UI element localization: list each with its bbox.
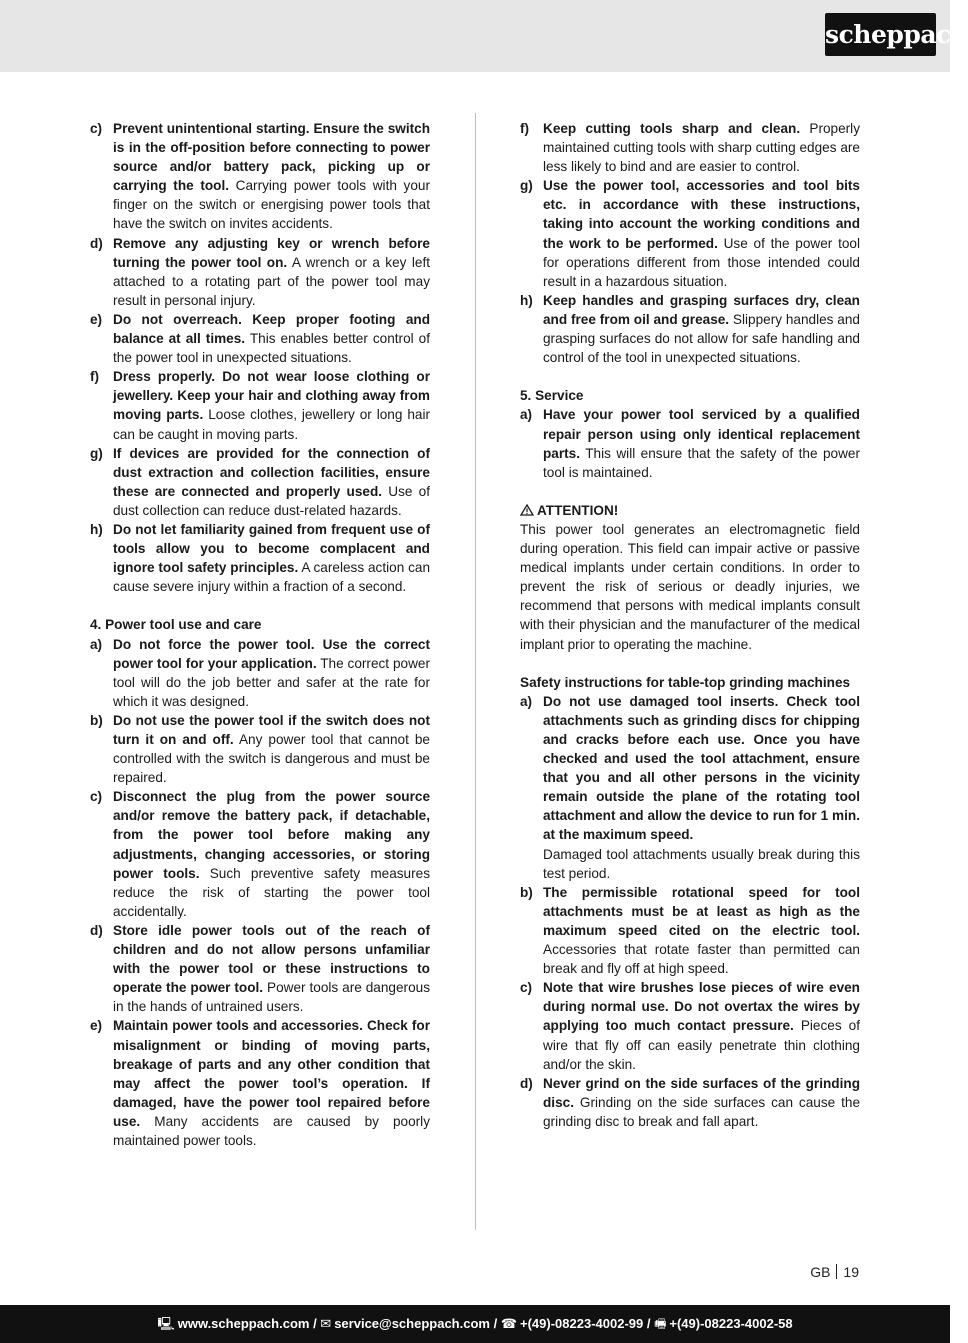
list-item	[90, 711, 430, 787]
page-number-value: 19	[843, 1264, 859, 1280]
list-item	[90, 310, 430, 367]
items-group	[90, 635, 430, 1151]
item-text: Any power tool that cannot be controlled with the switch is dangerous and must be repaired.	[113, 732, 430, 786]
item-label: a)	[520, 407, 533, 423]
item-label: d)	[520, 1075, 533, 1091]
item-bold-text: Note that wire brushes lose pieces of wire even during normal use. Do not overtax the wires by applying too much contact pressure.	[543, 980, 860, 1034]
item-bold-text: Dress properly. Do not wear loose clothing or jewellery. Keep your hair and clothing away from moving parts.	[113, 369, 430, 423]
item-label: b)	[520, 884, 533, 900]
item-bold-text: Do not force the power tool. Use the correct power tool for your application.	[113, 636, 430, 671]
item-bold-text: Do not use damaged tool inserts. Check tool attachments such as grinding discs for chipping and cracks before each use. Once you have checked and used the tool attachment, ensure that you and all other persons in the vicinity remain outside the plane of the rotating tool attachment and allow the device to run for 1 min. at the maximum speed.	[543, 693, 860, 843]
footer-fax: +(49)-08223-4002-58	[669, 1316, 793, 1331]
page-number	[810, 1264, 859, 1280]
items-group	[520, 692, 860, 1131]
item-bold-text: The permissible rotational speed for tool attachments must be at least as high as the maximum speed cited on the electric tool.	[543, 884, 860, 938]
item-label: a)	[90, 636, 103, 652]
item-bold-text: Maintain power tools and accessories. Check for misalignment or binding of moving parts, breakage of parts and any other condition that may affect the power tool’s operation. If damaged, have the power tool repaired before use.	[113, 1018, 430, 1129]
item-label: c)	[90, 121, 103, 136]
item-label: c)	[90, 789, 103, 805]
item-text: Use of dust collection can reduce dust-related hazards.	[113, 483, 430, 518]
item-bold-text: Keep handles and grasping surfaces dry, clean and free from oil and grease.	[543, 292, 860, 327]
item-bold-text: Disconnect the plug from the power source and/or remove the battery pack, if detachable, from the power tool before making any adjustments, changing accessories, or storing power tools.	[113, 789, 430, 881]
section-heading-service: 5. Service	[520, 388, 584, 404]
list-item	[520, 978, 860, 1073]
section-heading-grinding-machines: Safety instructions for table-top grinding machines	[520, 674, 851, 690]
item-text: Properly maintained cutting tools with sharp cutting edges are less likely to bind and are easier to control.	[543, 121, 860, 175]
list-item	[90, 635, 430, 711]
mail-icon: ✉	[320, 1316, 332, 1331]
item-extra-text: Damaged tool attachments usually break during this test period.	[543, 846, 860, 881]
footer-phone: +(49)-08223-4002-99	[520, 1316, 644, 1331]
item-bold-text: Use the power tool, accessories and tool bits etc. in accordance with these instructions, taking into account the working conditions and the work to be performed.	[543, 178, 860, 251]
item-bold-text: If devices are provided for the connection of dust extraction and collection facilities, ensure these are connected and properly used.	[113, 445, 430, 499]
items-group	[90, 119, 430, 596]
item-bold-text: Remove any adjusting key or wrench before turning the power tool on.	[113, 235, 430, 270]
item-label: g)	[520, 178, 533, 194]
item-label: a)	[520, 693, 533, 709]
computer-icon: 🖳	[157, 1316, 175, 1331]
item-text: Many accidents are caused by poorly maintained power tools.	[113, 1113, 430, 1148]
footer-bar: 🖳 www.scheppach.com / ✉ service@scheppach.com / ☎ +(49)-08223-4002-99 / 🖷 +(49)-08223-4002-58	[0, 1305, 950, 1343]
header-bar	[0, 0, 968, 72]
list-item	[520, 692, 860, 883]
item-bold-text: Have your power tool serviced by a qualified repair person using only identical replacement parts.	[543, 407, 860, 461]
item-label: e)	[90, 311, 103, 327]
item-text: Power tools are dangerous in the hands of untrained users.	[113, 980, 430, 1015]
item-text: Use of the power tool for operations different from those intended could result in a hazardous situation.	[543, 235, 861, 289]
list-item	[520, 1074, 860, 1131]
list-item	[90, 119, 430, 234]
list-item	[90, 921, 430, 1016]
item-label: d)	[90, 235, 103, 251]
item-bold-text: Do not let familiarity gained from frequent use of tools allow you to become complacent and ignore tool safety principles.	[113, 521, 430, 576]
item-text: Carrying power tools with your finger on the switch or energising power tools that have the switch on invites accidents.	[113, 178, 431, 232]
list-item	[520, 291, 860, 367]
list-item	[90, 234, 430, 310]
attention-text: This power tool generates an electromagnetic field during operation. This field can impair active or passive medical implants under certain conditions. In order to prevent the risk of serious or deadly injuries, we recommend that persons with medical implants consult with their physician and the manufacturer of the medical implant prior to operating the machine.	[520, 521, 860, 652]
item-bold-text: Never grind on the side surfaces of the grinding disc.	[543, 1075, 860, 1110]
phone-icon: ☎	[500, 1316, 518, 1331]
list-item	[520, 176, 860, 291]
column-divider	[475, 113, 476, 1230]
list-item	[90, 787, 430, 921]
item-label: f)	[520, 121, 530, 136]
items-group	[520, 119, 860, 367]
language-code: GB	[810, 1264, 831, 1280]
item-label: f)	[90, 369, 100, 385]
item-bold-text: Keep cutting tools sharp and clean.	[543, 121, 801, 136]
item-text: A careless action can cause severe injury within a fraction of a second.	[113, 560, 431, 595]
item-bold-text: Do not use the power tool if the switch does not turn it on and off.	[113, 712, 430, 747]
warning-triangle-icon	[520, 504, 534, 516]
item-text: A wrench or a key left attached to a rotating part of the power tool may result in personal injury.	[113, 254, 430, 308]
item-label: g)	[90, 445, 103, 461]
list-item	[520, 119, 860, 176]
list-item	[520, 405, 860, 481]
item-text: The correct power tool will do the job better and safer at the rate for which it was designed.	[113, 655, 430, 709]
item-label: c)	[520, 980, 533, 996]
left-column	[90, 119, 430, 1150]
footer-website[interactable]: www.scheppach.com	[177, 1316, 310, 1331]
attention-title: ATTENTION!	[537, 502, 619, 518]
list-item	[90, 444, 430, 520]
list-item	[520, 883, 860, 978]
item-label: e)	[90, 1018, 103, 1034]
item-text: This will ensure that the safety of the power tool is maintained.	[543, 445, 860, 480]
attention-heading	[520, 501, 860, 520]
right-column	[520, 119, 860, 1131]
list-item	[90, 367, 430, 443]
list-item	[90, 520, 430, 596]
item-text: Slippery handles and grasping surfaces do not allow for safe handling and control of the tool in unexpected situations.	[543, 311, 860, 366]
footer-email[interactable]: service@scheppach.com	[334, 1316, 490, 1331]
fax-icon: 🖷	[654, 1316, 667, 1331]
item-label: h)	[90, 521, 103, 537]
item-text: Accessories that rotate faster than permitted can break and fly off at high speed.	[543, 942, 860, 977]
item-text: Pieces of wire that fly off can easily penetrate thin clothing and/or the skin.	[543, 1018, 860, 1072]
item-text: Such preventive safety measures reduce the risk of starting the power tool accidentally.	[113, 865, 430, 919]
item-bold-text: Store idle power tools out of the reach of children and do not allow persons unfamiliar with the power tool or these instructions to operate the power tool.	[113, 922, 430, 996]
item-label: b)	[90, 712, 103, 728]
item-label: h)	[520, 292, 533, 308]
items-group	[520, 405, 860, 481]
list-item	[90, 1016, 430, 1150]
brand-logo: scheppach	[825, 13, 936, 56]
item-text: Grinding on the side surfaces can cause the grinding disc to break and fall apart.	[543, 1094, 860, 1129]
item-text: Loose clothes, jewellery or long hair can be caught in moving parts.	[113, 407, 430, 442]
section-heading-power-tool-use: 4. Power tool use and care	[90, 617, 262, 633]
item-label: d)	[90, 922, 103, 938]
item-text: This enables better control of the power tool in unexpected situations.	[113, 331, 430, 366]
item-bold-text: Prevent unintentional starting. Ensure the switch is in the off-position before connecting to power source and/or battery pack, picking up or carrying the tool.	[113, 121, 430, 194]
item-bold-text: Do not overreach. Keep proper footing and balance at all times.	[113, 311, 430, 347]
